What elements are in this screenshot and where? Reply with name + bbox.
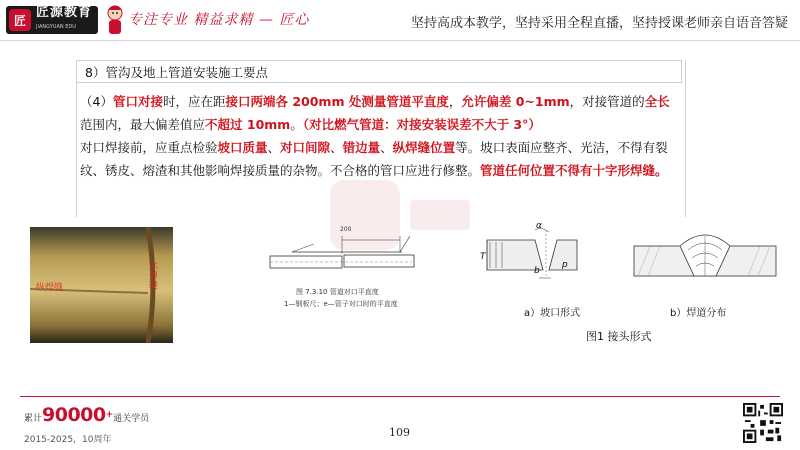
figure-legend: 1—钢板尺；e—管子对口时的平直度 [284,300,398,308]
para2-text: 等。坡口表面应整齐、光洁，不得有裂纹、锈皮、熔渣和其他影响焊接质量的杂物。不合格的管口应进行修整。 [80,140,668,178]
bevel-caption: a）坡口形式 [524,308,581,319]
para2-text: 对口焊接前，应重点检验 [80,140,218,155]
para2-highlight: 错边量 [342,140,381,155]
dimension-label: 200 [340,226,352,233]
para1-text: ， [448,94,462,109]
para1-text: （4） [80,94,113,109]
bevel-diagram [477,222,587,294]
para1-text: 范围内，最大偏差值应 [80,117,206,132]
thickness-label: T [480,252,486,262]
girth-weld-label: 环焊缝 [147,262,157,289]
para2-text: 、 [380,140,393,155]
para1-highlight: 管口对接 [112,94,163,109]
footer-stats [24,404,149,426]
header-divider [0,40,800,41]
body-text [80,90,682,182]
root-face-label: p [562,260,568,270]
para2-highlight: 纵焊缝位置 [392,140,456,155]
para2-text: 、 [267,140,281,155]
weld-bead-diagram [630,226,780,284]
longitudinal-weld-label: 纵焊缝 [36,283,64,293]
figure-1-caption: 图1 接头形式 [586,330,652,343]
stat-number: 90000 [42,404,106,426]
para1-highlight: 接口两端各 200mm 处测量管道平直度 [225,94,449,109]
para1-highlight: 全长 [644,94,670,109]
para1-text: ，对接管道的 [569,94,645,109]
logo-text: 匠源教育 [36,5,93,20]
weld-caption: b）焊道分布 [670,308,727,319]
logo-subtext: JIANGYUAN EDU [36,24,76,30]
para1-highlight: （对比燃气管道：对接安装误差不大于 3°） [302,117,541,132]
angle-label: α [536,221,542,231]
gap-label: b [534,266,540,276]
para2-text: 、 [330,140,343,155]
handwritten-slogan: 专注专业 精益求精 — 匠心 [128,12,310,28]
stat-suffix: 通关学员 [113,414,150,424]
para1-text: 。 [290,117,303,132]
brand-logo [6,6,98,34]
figure-caption: 图 7.3.10 管道对口平直度 [296,288,379,296]
page-number: 109 [389,426,410,439]
footer-years: 2015-2025，10周年 [24,435,112,445]
stat-prefix: 累计 [24,414,43,424]
stat-plus: + [105,410,114,420]
logo-mark-icon: 匠 [9,9,31,31]
para1-highlight: 允许偏差 0~1mm [461,94,570,109]
para2-highlight: 对口间隙 [280,140,331,155]
para2-highlight: 坡口质量 [217,140,268,155]
para2-highlight: 管道任何位置不得有十字形焊缝。 [480,163,668,178]
header-tagline: 坚持高成本教学，坚持采用全程直播，坚持授课老师亲自语音答疑 [410,16,788,31]
footer-divider [20,396,780,397]
para1-text: 时，应在距 [162,94,226,109]
para1-highlight: 不超过 10mm [205,117,291,132]
mascot-icon [104,4,126,36]
qr-code-icon [743,403,783,443]
section-title: 8）管沟及地上管道安装施工要点 [76,60,682,83]
